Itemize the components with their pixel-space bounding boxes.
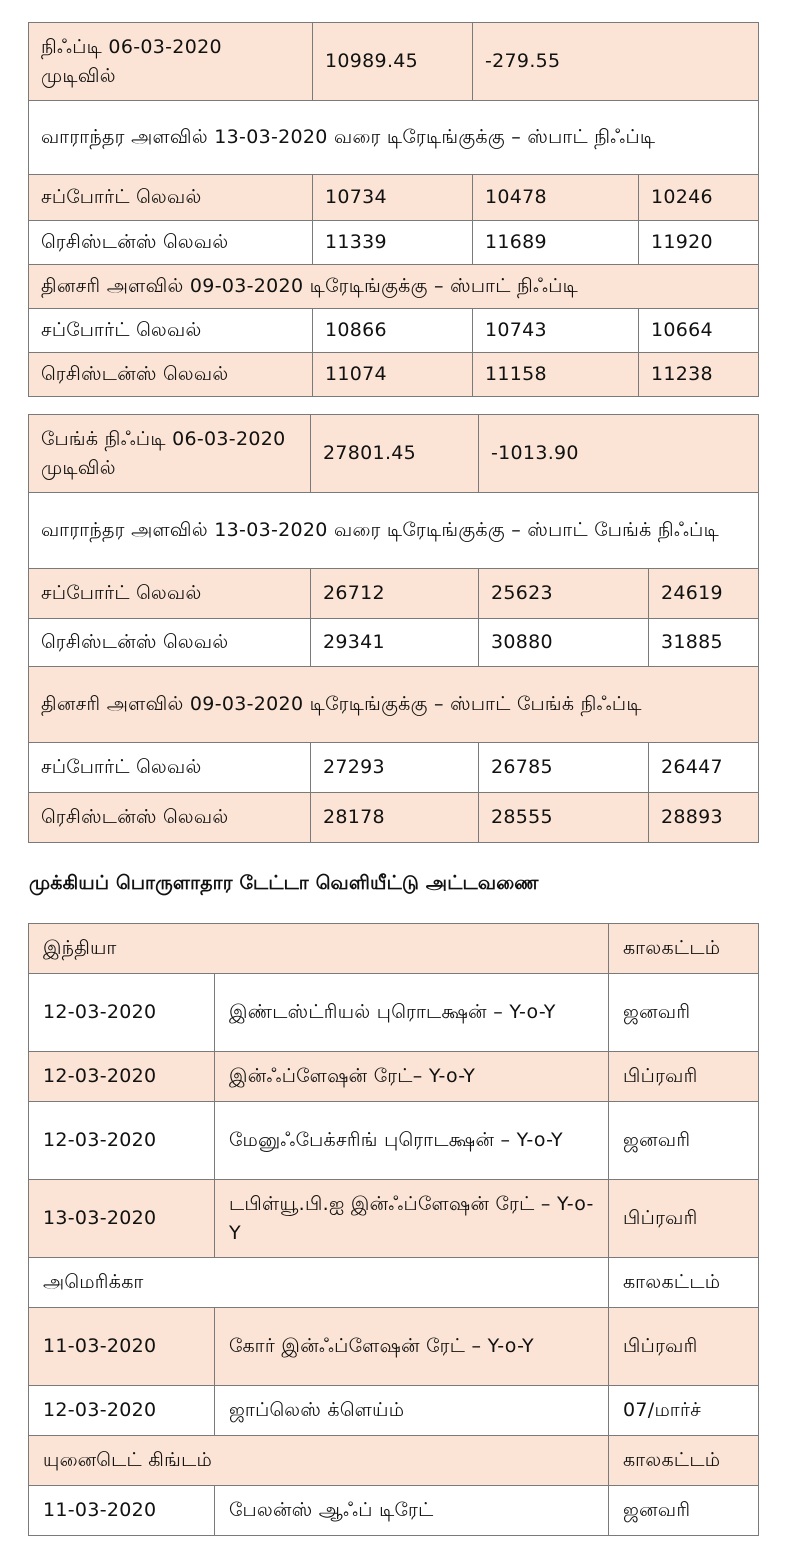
level-value: 28178 [311,793,479,843]
level-value: 10743 [473,309,639,353]
banknifty-close-row [29,415,759,493]
release-event: மேனுஃபேக்சரிங் புரொடக்ஷன் – Y-o-Y [215,1102,609,1180]
uk-section-row [29,1436,759,1486]
release-period: பிப்ரவரி [609,1052,759,1102]
banknifty-daily-resistance-row [29,793,759,843]
banknifty-weekly-resistance-row [29,619,759,667]
section-label: அமெரிக்கா [29,1258,609,1308]
row-label: ரெசிஸ்டன்ஸ் லெவல் [29,221,313,265]
banknifty-close-value: 27801.45 [311,415,479,493]
release-event: இன்ஃப்ளேஷன் ரேட்– Y-o-Y [215,1052,609,1102]
release-period: பிப்ரவரி [609,1308,759,1386]
table-row [29,1052,759,1102]
row-label: ரெசிஸ்டன்ஸ் லெவல் [29,619,311,667]
banknifty-weekly-title: வாராந்தர அளவில் 13-03-2020 வரை டிரேடிங்குக்கு – ஸ்பாட் பேங்க் நிஃப்டி [29,493,759,569]
level-value: 10478 [473,175,639,221]
nifty-weekly-title-row [29,101,759,175]
nifty-daily-support-row [29,309,759,353]
banknifty-close-change: -1013.90 [479,415,759,493]
period-header: காலகட்டம் [609,1258,759,1308]
nifty-daily-title: தினசரி அளவில் 09-03-2020 டிரேடிங்குக்கு – ஸ்பாட் நிஃப்டி [29,265,759,309]
release-date: 12-03-2020 [29,1052,215,1102]
table-row [29,1180,759,1258]
release-period: பிப்ரவரி [609,1180,759,1258]
row-label: ரெசிஸ்டன்ஸ் லெவல் [29,353,313,397]
econ-calendar-table [28,923,759,1536]
section-label: இந்தியா [29,924,609,974]
usa-section-row [29,1258,759,1308]
banknifty-levels-table [28,414,759,843]
banknifty-weekly-title-row [29,493,759,569]
release-period: ஜனவரி [609,974,759,1052]
level-value: 24619 [649,569,759,619]
release-date: 13-03-2020 [29,1180,215,1258]
banknifty-daily-support-row [29,743,759,793]
release-event: இண்டஸ்ட்ரியல் புரொடக்ஷன் – Y-o-Y [215,974,609,1052]
level-value: 29341 [311,619,479,667]
level-value: 26447 [649,743,759,793]
nifty-weekly-support-row [29,175,759,221]
level-value: 30880 [479,619,649,667]
release-period: ஜனவரி [609,1102,759,1180]
level-value: 11074 [313,353,473,397]
banknifty-daily-title: தினசரி அளவில் 09-03-2020 டிரேடிங்குக்கு – ஸ்பாட் பேங்க் நிஃப்டி [29,667,759,743]
release-event: பேலன்ஸ் ஆஃப் டிரேட் [215,1486,609,1536]
nifty-daily-resistance-row [29,353,759,397]
row-label: சப்போர்ட் லெவல் [29,175,313,221]
table-row [29,1308,759,1386]
nifty-levels-table [28,22,759,397]
release-period: 07/மார்ச் [609,1386,759,1436]
row-label: சப்போர்ட் லெவல் [29,743,311,793]
row-label: சப்போர்ட் லெவல் [29,569,311,619]
table-row [29,974,759,1052]
table-row [29,1102,759,1180]
nifty-close-label: நிஃப்டி 06-03-2020 முடிவில் [29,23,313,101]
nifty-close-change: -279.55 [473,23,759,101]
release-date: 12-03-2020 [29,1386,215,1436]
econ-calendar-heading: முக்கியப் பொருளாதார டேட்டா வெளியீட்டு அட்டவணை [29,872,539,894]
banknifty-daily-title-row [29,667,759,743]
release-date: 12-03-2020 [29,974,215,1052]
banknifty-weekly-support-row [29,569,759,619]
release-event: டபிள்யூ.பி.ஐ இன்ஃப்ளேஷன் ரேட் – Y-o-Y [215,1180,609,1258]
level-value: 10246 [639,175,759,221]
release-date: 11-03-2020 [29,1308,215,1386]
nifty-close-row [29,23,759,101]
nifty-weekly-resistance-row [29,221,759,265]
level-value: 11238 [639,353,759,397]
release-date: 11-03-2020 [29,1486,215,1536]
section-label: யுனைடெட் கிங்டம் [29,1436,609,1486]
level-value: 26785 [479,743,649,793]
nifty-daily-title-row [29,265,759,309]
level-value: 25623 [479,569,649,619]
level-value: 10664 [639,309,759,353]
level-value: 11158 [473,353,639,397]
period-header: காலகட்டம் [609,1436,759,1486]
nifty-weekly-title: வாராந்தர அளவில் 13-03-2020 வரை டிரேடிங்குக்கு – ஸ்பாட் நிஃப்டி [29,101,759,175]
release-period: ஜனவரி [609,1486,759,1536]
banknifty-close-label: பேங்க் நிஃப்டி 06-03-2020 முடிவில் [29,415,311,493]
table-row [29,1386,759,1436]
level-value: 11339 [313,221,473,265]
level-value: 28893 [649,793,759,843]
level-value: 11689 [473,221,639,265]
level-value: 27293 [311,743,479,793]
row-label: ரெசிஸ்டன்ஸ் லெவல் [29,793,311,843]
release-event: கோர் இன்ஃப்ளேஷன் ரேட் – Y-o-Y [215,1308,609,1386]
level-value: 26712 [311,569,479,619]
level-value: 31885 [649,619,759,667]
level-value: 10734 [313,175,473,221]
india-section-row [29,924,759,974]
nifty-close-value: 10989.45 [313,23,473,101]
release-event: ஜாப்லெஸ் க்ளெய்ம் [215,1386,609,1436]
period-header: காலகட்டம் [609,924,759,974]
release-date: 12-03-2020 [29,1102,215,1180]
row-label: சப்போர்ட் லெவல் [29,309,313,353]
table-row [29,1486,759,1536]
level-value: 10866 [313,309,473,353]
level-value: 11920 [639,221,759,265]
level-value: 28555 [479,793,649,843]
